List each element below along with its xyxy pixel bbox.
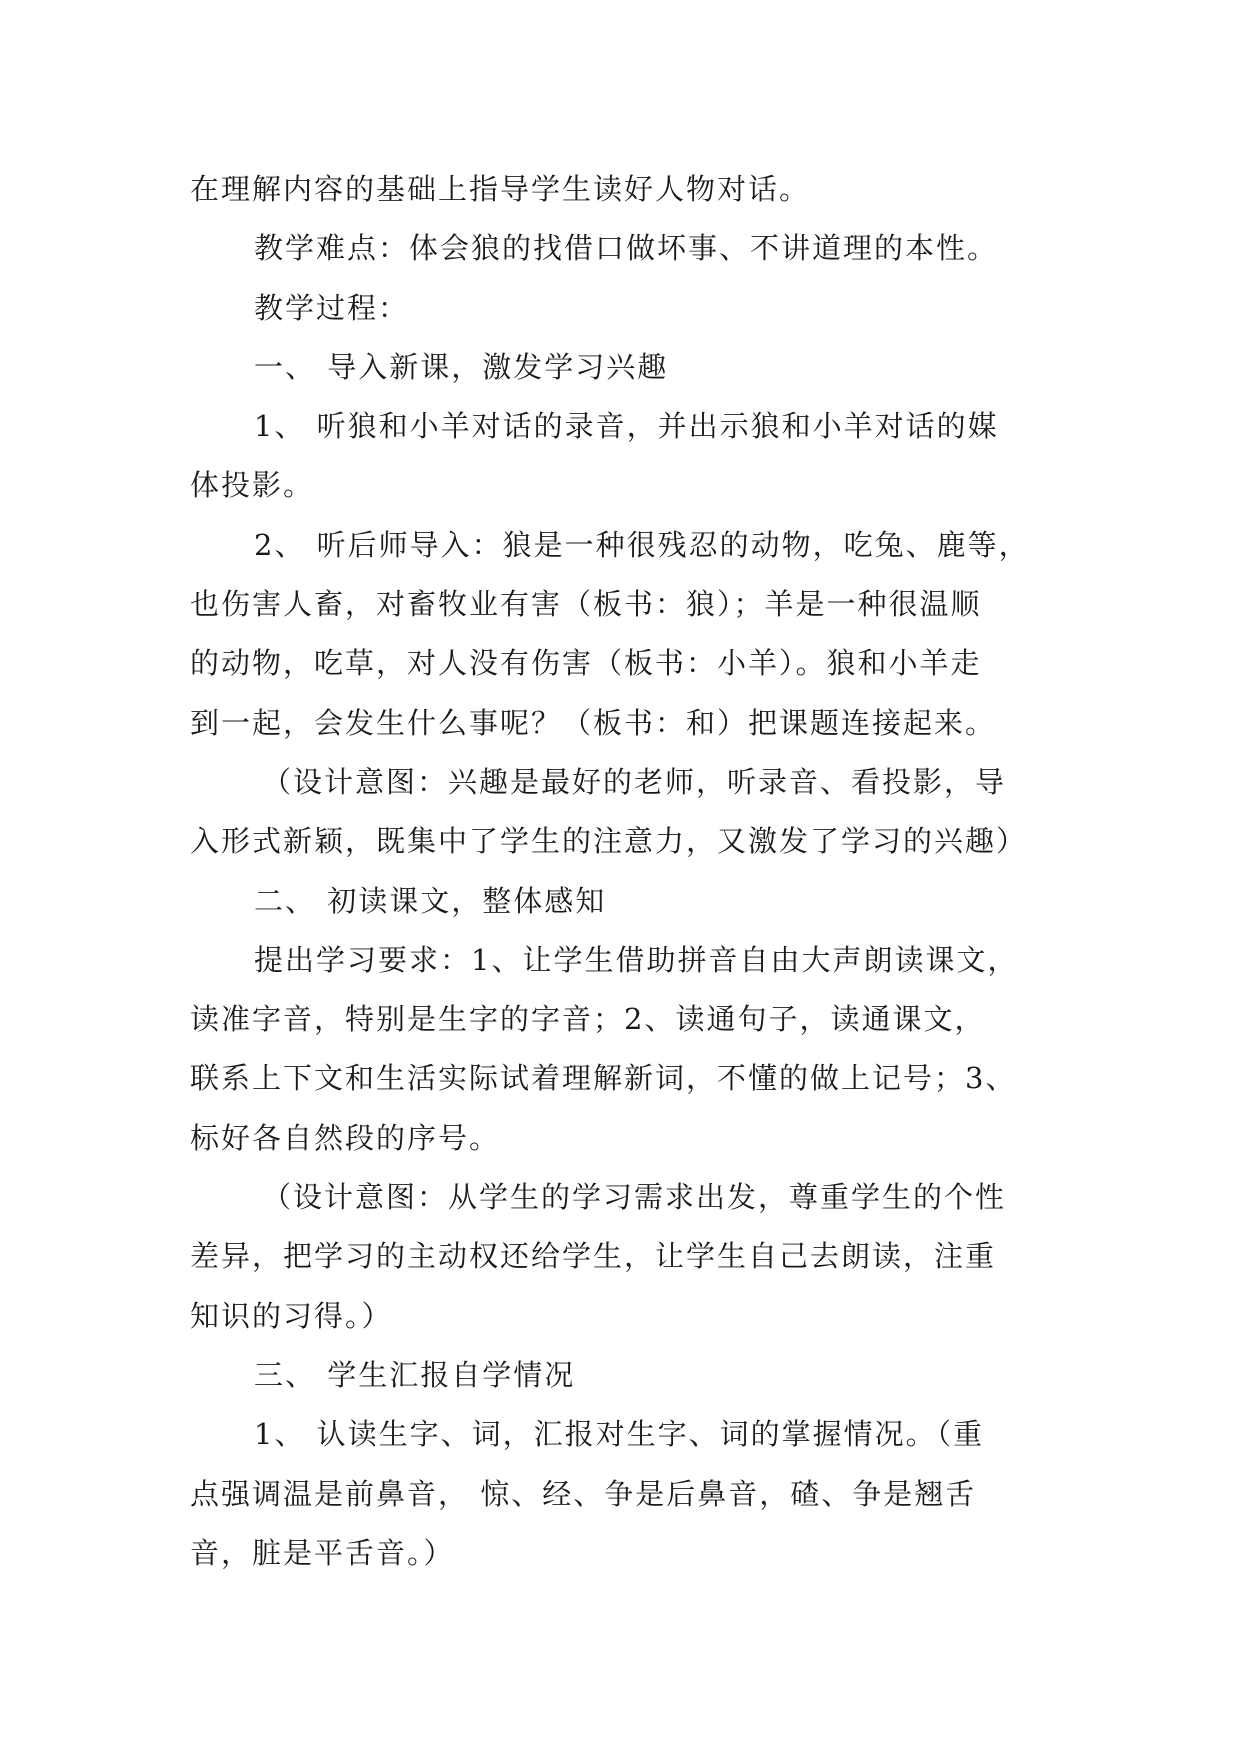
text-line: 到一起，会发生什么事呢？（板书：和）把课题连接起来。: [190, 705, 997, 740]
text-line: 读准字音，特别是生字的字音；2、读通句子，读通课文，: [190, 1002, 986, 1037]
text-line: （设计意图：兴趣是最好的老师，听录音、看投影，导: [262, 764, 1007, 799]
text-line: 音，脏是平舌音。）: [190, 1535, 455, 1570]
text-line: 也伤害人畜，对畜牧业有害（板书：狼）；羊是一种很温顺: [190, 587, 982, 622]
section-heading: 二、 初读课文，整体感知: [254, 883, 607, 918]
document-body: [190, 160, 1070, 1583]
text-line: 1、 认读生字、词，汇报对生字、词的掌握情况。（重: [254, 1417, 985, 1452]
text-line: （设计意图：从学生的学习需求出发，尊重学生的个性: [262, 1180, 1007, 1215]
section-heading: 一、 导入新课，激发学习兴趣: [254, 349, 669, 384]
text-line: 在理解内容的基础上指导学生读好人物对话。: [190, 172, 811, 206]
text-line: 联系上下文和生活实际试着理解新词，不懂的做上记号；3、: [190, 1061, 1017, 1096]
text-line: 教学过程：: [254, 290, 410, 325]
text-line: 入形式新颖，既集中了学生的注意力，又激发了学习的兴趣）: [190, 824, 1028, 859]
text-line: 1、 听狼和小羊对话的录音，并出示狼和小羊对话的媒: [254, 409, 999, 444]
section-heading: 三、 学生汇报自学情况: [254, 1357, 576, 1392]
text-line: 的动物，吃草，对人没有伤害（板书：小羊）。狼和小羊走: [190, 646, 982, 681]
text-line: 提出学习要求：1、让学生借助拼音自由大声朗读课文，: [254, 942, 1019, 977]
text-line: 教学难点：体会狼的找借口做坏事、不讲道理的本性。: [254, 231, 999, 266]
text-line: 2、 听后师导入：狼是一种很残忍的动物，吃兔、鹿等，: [254, 527, 1030, 562]
text-line: 点强调温是前鼻音， 惊、经、争是后鼻音，碴、争是翘舌: [190, 1476, 977, 1511]
text-line: 知识的习得。）: [190, 1298, 393, 1333]
text-line: 差异，把学习的主动权还给学生，让学生自己去朗读，注重: [190, 1239, 997, 1274]
text-line: 标好各自然段的序号。: [190, 1120, 501, 1155]
text-line: 体投影。: [190, 468, 315, 503]
